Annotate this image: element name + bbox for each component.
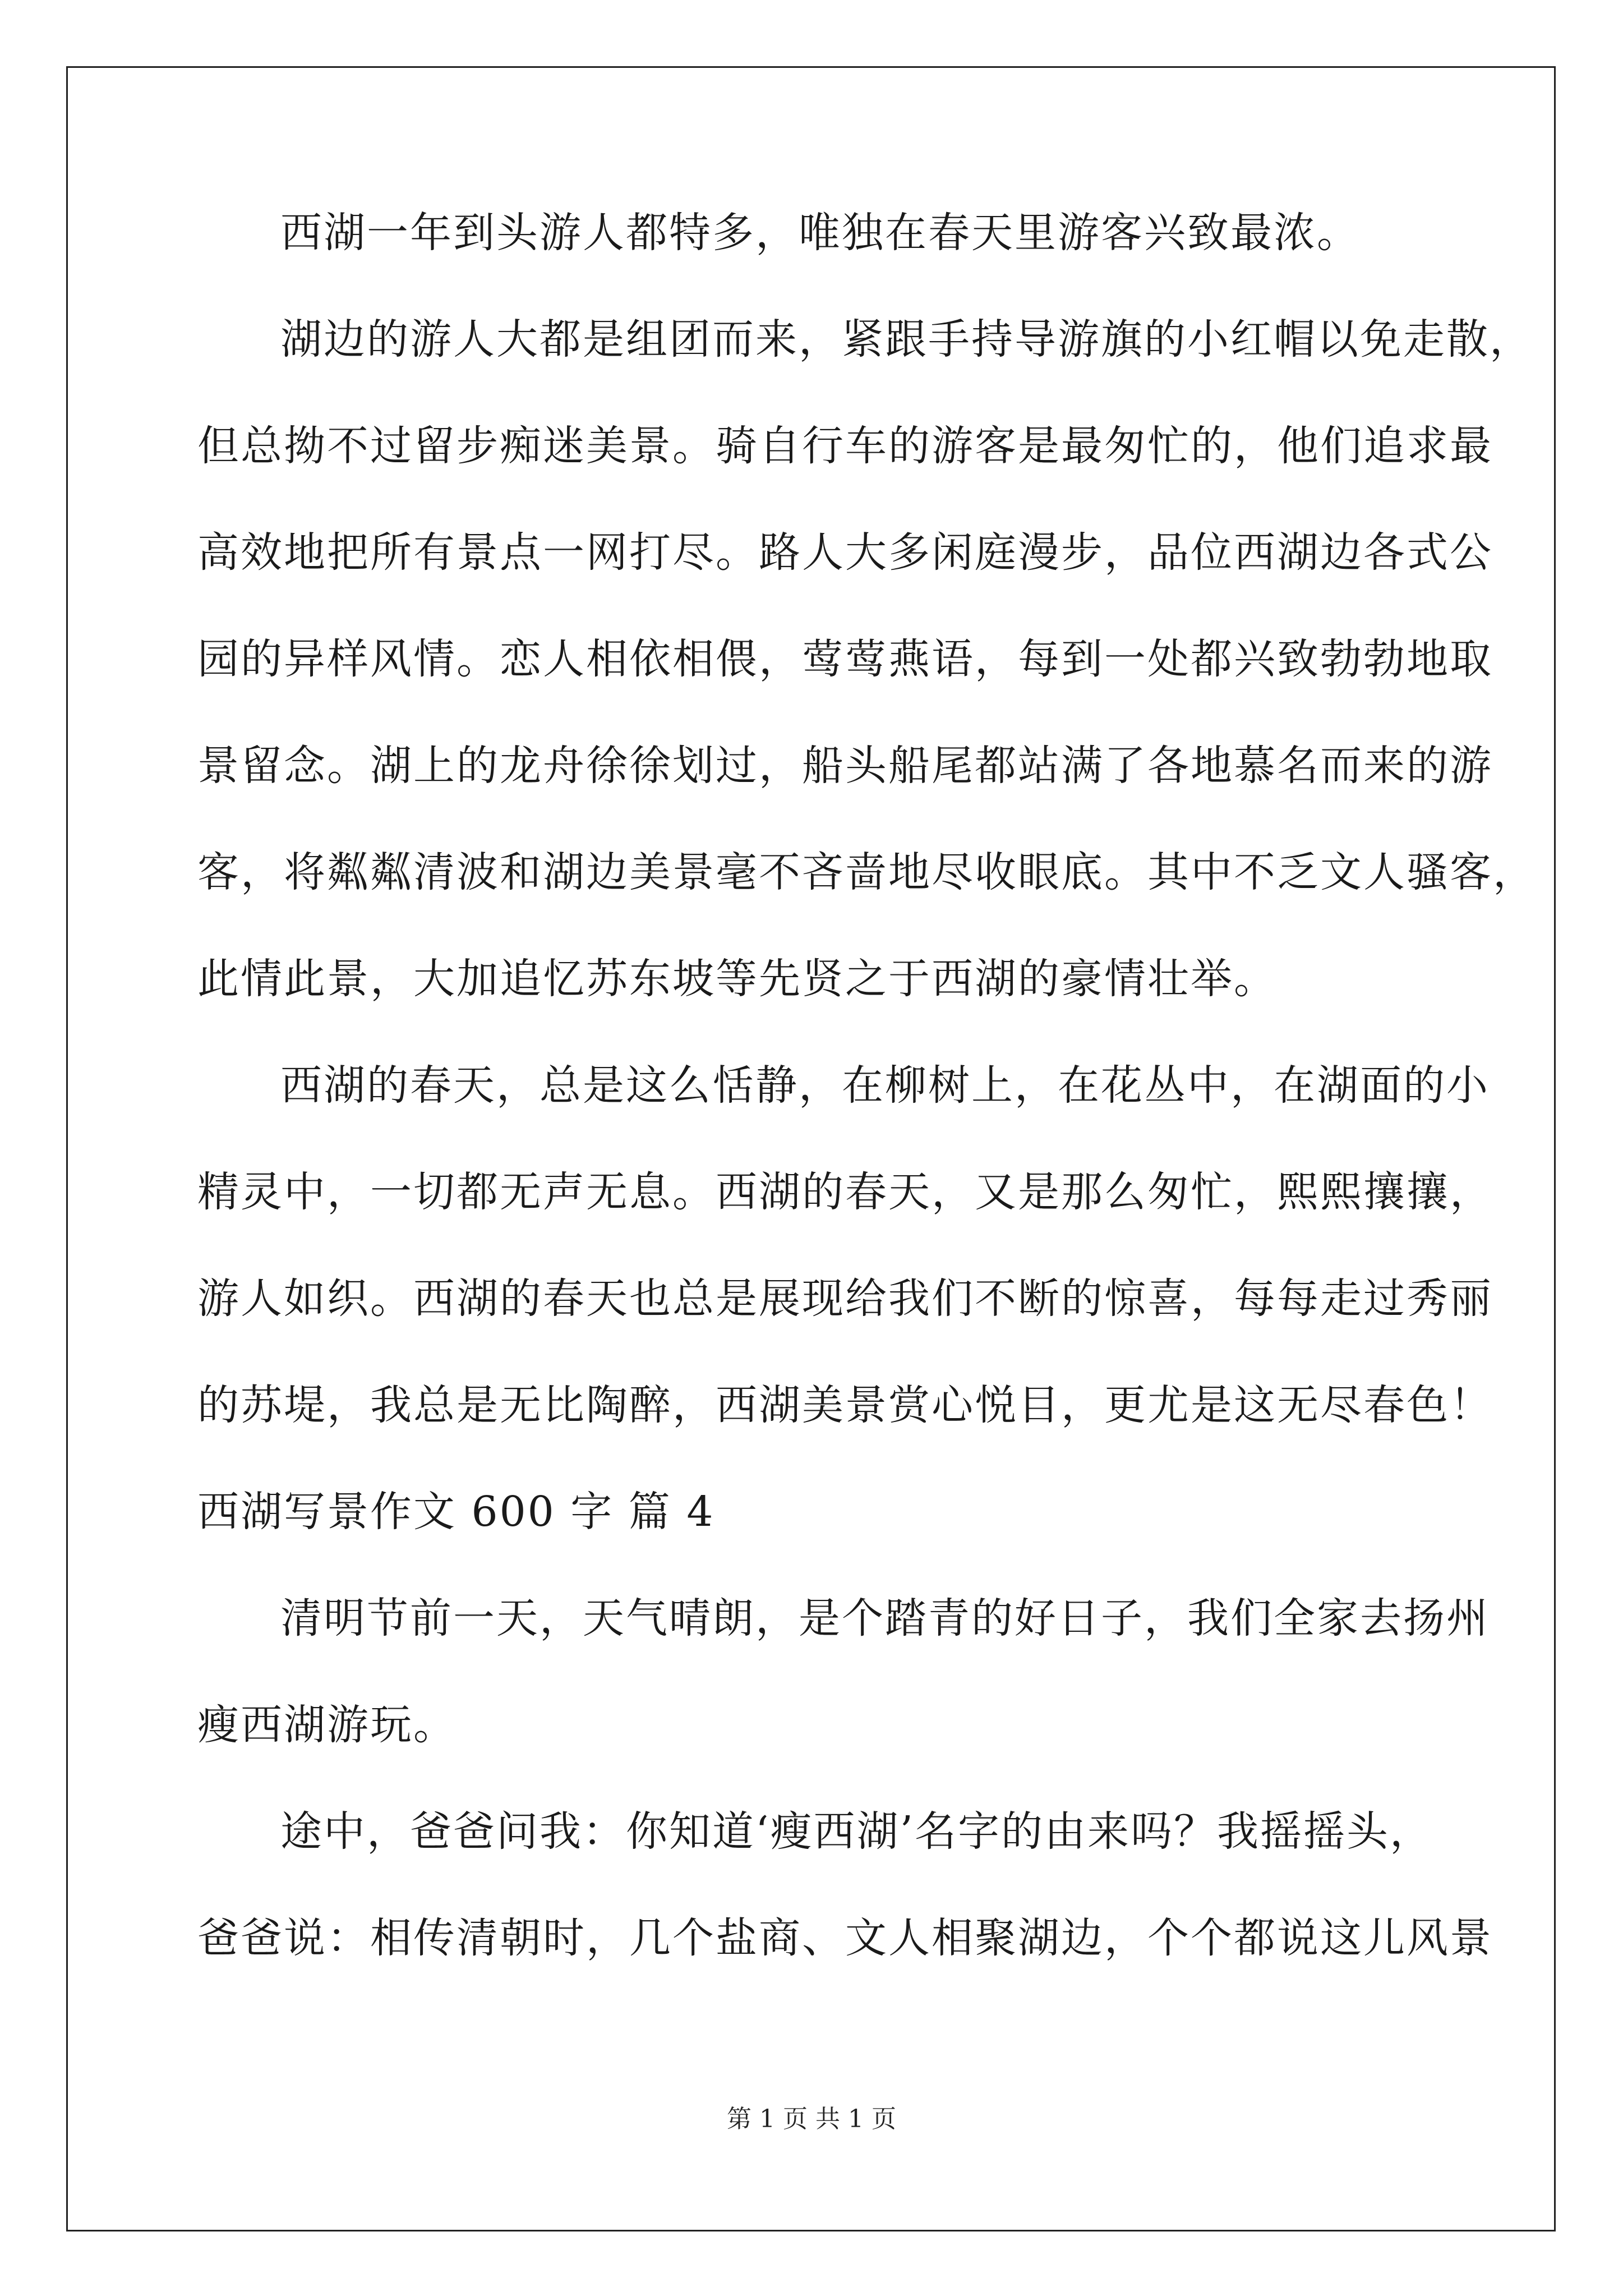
paragraph-line: 景留念。湖上的龙舟徐徐划过，船头船尾都站满了各地慕名而来的游 — [197, 742, 1493, 790]
paragraph-line: 途中，爸爸问我：你知道‘瘦西湖’名字的由来吗？我摇摇头， — [280, 1807, 1433, 1856]
paragraph-line: 清明节前一天，天气晴朗，是个踏青的好日子，我们全家去扬州 — [280, 1594, 1490, 1642]
page-border — [66, 66, 1556, 2231]
paragraph-line: 此情此景，大加追忆苏东坡等先贤之于西湖的豪情壮举。 — [197, 955, 1277, 1003]
page-footer: 第 1 页 共 1 页 — [727, 2105, 896, 2133]
paragraph-line: 精灵中，一切都无声无息。西湖的春天，又是那么匆忙，熙熙攘攘， — [197, 1168, 1493, 1216]
paragraph-line: 高效地把所有景点一网打尽。路人大多闲庭漫步，品位西湖边各式公 — [197, 528, 1493, 577]
paragraph-line: 瘦西湖游玩。 — [197, 1701, 457, 1749]
paragraph-line: 的苏堤，我总是无比陶醉，西湖美景赏心悦目，更尤是这无尽春色！ — [197, 1381, 1493, 1429]
paragraph-line: 游人如织。西湖的春天也总是展现给我们不断的惊喜，每每走过秀丽 — [197, 1274, 1493, 1323]
paragraph-line: 湖边的游人大都是组团而来，紧跟手持导游旗的小红帽以免走散， — [280, 315, 1533, 364]
paragraph-line: 客，将粼粼清波和湖边美景毫不吝啬地尽收眼底。其中不乏文人骚客， — [197, 848, 1536, 896]
paragraph-line: 爸爸说：相传清朝时，几个盐商、文人相聚湖边，个个都说这儿风景 — [197, 1914, 1493, 1962]
section-heading: 西湖写景作文 600 字 篇 4 — [197, 1488, 715, 1536]
paragraph-line: 西湖一年到头游人都特多，唯独在春天里游客兴致最浓。 — [280, 209, 1360, 257]
paragraph-line: 但总拗不过留步痴迷美景。骑自行车的游客是最匆忙的，他们追求最 — [197, 422, 1493, 470]
paragraph-line: 西湖的春天，总是这么恬静，在柳树上，在花丛中，在湖面的小 — [280, 1061, 1490, 1110]
paragraph-line: 园的异样风情。恋人相依相偎，莺莺燕语，每到一处都兴致勃勃地取 — [197, 635, 1493, 683]
